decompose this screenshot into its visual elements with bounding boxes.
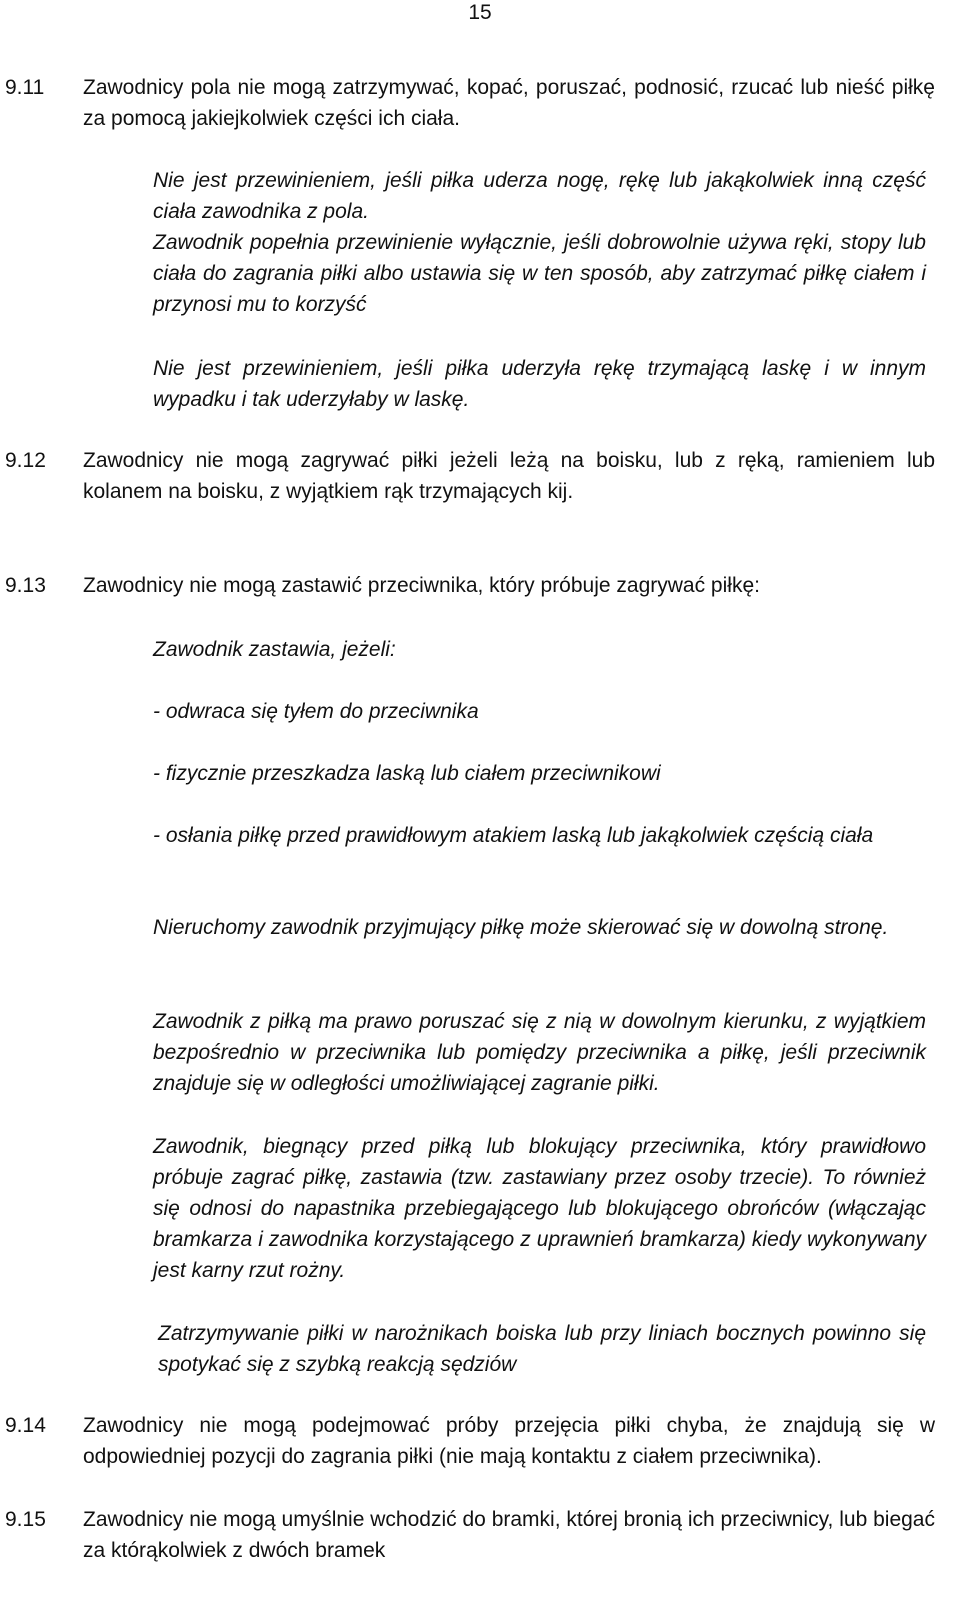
- note-stick-hand: Nie jest przewinieniem, jeśli piłka uderzyła rękę trzymającą laskę i w innym wypadku i tak uderzyłaby w laskę.: [153, 357, 926, 411]
- rule-9-14: [0, 1410, 935, 1472]
- rule-text: Zawodnicy nie mogą zagrywać piłki jeżeli leżą na boisku, lub z ręką, ramieniem lub kolanem na boisku, z wyjątkiem rąk trzymających kij.: [83, 449, 935, 503]
- rule-text: Zawodnicy nie mogą zastawić przeciwnika, który próbuje zagrywać piłkę:: [83, 574, 760, 597]
- note-corner-play: Zatrzymywanie piłki w narożnikach boiska lub przy liniach bocznych powinno się spotykać się z szybką reakcją sędziów: [158, 1322, 926, 1376]
- rule-9-15: [0, 1504, 935, 1566]
- note-obstruction-intro: Zawodnik zastawia, jeżeli:: [153, 638, 396, 661]
- rule-number: 9.12: [5, 449, 46, 472]
- note-player-with-ball: Zawodnik z piłką ma prawo poruszać się z nią w dowolnym kierunku, z wyjątkiem bezpośrednio w przeciwnika lub pomiędzy przeciwnika a piłkę, jeśli przeciwnik znajduje się w odległości umożliwiającej zagranie piłki.: [153, 1010, 926, 1095]
- note-text: Zawodnik popełnia przewinienie wyłącznie, jeśli dobrowolnie używa ręki, stopy lub ciała do zagrania piłki albo ustawia się w ten sposób, aby zatrzymać piłkę ciałem i przynosi mu to korzyść: [153, 231, 926, 316]
- note-obstruction-item-1: - odwraca się tyłem do przeciwnika: [153, 700, 479, 723]
- rule-text: Zawodnicy nie mogą podejmować próby przejęcia piłki chyba, że znajdują się w odpowiedniej pozycji do zagrania piłki (nie mają kontaktu z ciałem przeciwnika).: [83, 1414, 935, 1468]
- note-third-party-obstruction: Zawodnik, biegnący przed piłką lub blokujący przeciwnika, który prawidłowo próbuje zagrać piłkę, zastawia (tzw. zastawiany przez osoby trzecie). To również się odnosi do napastnika przebiegającego lub blokującego obrońców (włączając bramkarza i zawodnika korzystającego z uprawnień bramkarza) kiedy wykonywany jest karny rzut rożny.: [153, 1135, 926, 1282]
- note-obstruction-item-2: - fizycznie przeszkadza laską lub ciałem przeciwnikowi: [153, 762, 661, 785]
- rule-text: Zawodnicy nie mogą umyślnie wchodzić do bramki, której bronią ich przeciwnicy, lub biegać za którąkolwiek z dwóch bramek: [83, 1508, 935, 1562]
- rule-9-12: [0, 445, 935, 507]
- note-text: Nie jest przewinieniem, jeśli piłka uderza nogę, rękę lub jakąkolwiek inną część ciała zawodnika z pola.: [153, 169, 926, 223]
- rule-text: Zawodnicy pola nie mogą zatrzymywać, kopać, poruszać, podnosić, rzucać lub nieść piłkę za pomocą jakiejkolwiek części ich ciała.: [83, 76, 935, 130]
- note-stationary-player: Nieruchomy zawodnik przyjmujący piłkę może skierować się w dowolną stronę.: [153, 916, 889, 939]
- rule-number: 9.14: [5, 1414, 46, 1437]
- rule-9-11: [0, 72, 935, 134]
- rule-number: 9.13: [5, 574, 46, 597]
- page-number: 15: [468, 1, 492, 24]
- note-not-offence: [153, 165, 926, 320]
- rule-number: 9.15: [5, 1508, 46, 1531]
- rule-number: 9.11: [5, 76, 45, 99]
- rule-9-13: [0, 570, 935, 601]
- note-obstruction-item-3: - osłania piłkę przed prawidłowym atakiem laską lub jakąkolwiek częścią ciała: [153, 824, 874, 847]
